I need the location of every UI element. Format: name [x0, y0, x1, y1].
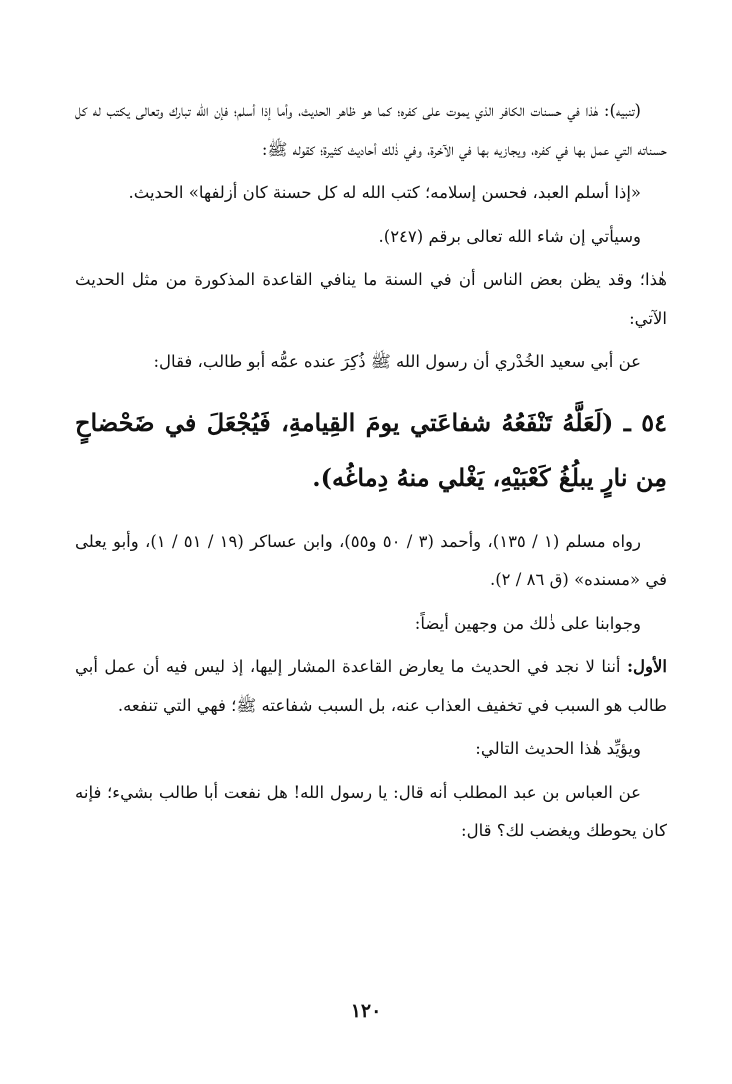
hadith-54-text: ٥٤ ـ (لَعَلَّهُ تَنْفَعُهُ شفاعَتي يومَ القِيامةِ، فَيُجْعَلَ في ضَحْضاحٍ مِن نارٍ يبلُغُ كَعْبَيْهِ، يَغْلي منهُ دِماغُه). [75, 407, 667, 492]
first-answer-text: أننا لا نجد في الحديث ما يعارض القاعدة المشار إليها، إذ ليس فيه أن عمل أبي طالب هو السبب في تخفيف العذاب عنه، بل السبب شفاعته ﷺ؛ فهي التي تنفعه. [75, 657, 667, 715]
first-answer-label: الأول: [626, 657, 667, 676]
page-body [75, 92, 667, 856]
support-intro-paragraph: ويؤيِّد هٰذا الحديث التالي: [475, 739, 641, 758]
note-paragraph: (تنبيه): هٰذا في حسنات الكافر الذي يموت على كفره؛ كما هو ظاهر الحديث، وأما إذا أسلم؛ فإن الله تبارك وتعالى يكتب له كل حسناته التي عمل بها في كفره، ويجازيه بها في الآخرة، وفي ذٰلك أحاديث كثيرة؛ كقوله ﷺ: [75, 101, 667, 159]
takhrij-paragraph: رواه مسلم (١ / ١٣٥)، وأحمد (٣ / ٥٠ و٥٥)، وابن عساكر (١٩ / ٥١ / ١)، وأبو يعلى في «مسنده» (ق ٨٦ / ٢). [75, 531, 667, 589]
narration-intro-paragraph: عن أبي سعيد الخُدْري أن رسول الله ﷺ ذُكِرَ عنده عمُّه أبو طالب، فقال: [153, 352, 641, 371]
abbas-narration-paragraph: عن العباس بن عبد المطلب أنه قال: يا رسول الله! هل نفعت أبا طالب بشيء؛ فإنه كان يحوطك ويغضب لك؟ قال: [75, 782, 667, 840]
page-number: ١٢٠ [350, 1000, 382, 1022]
hadith-quote-paragraph: «إذا أسلم العبد، فحسن إسلامه؛ كتب الله له كل حسنة كان أزلفها» الحديث. [128, 183, 641, 202]
reference-paragraph: وسيأتي إن شاء الله تعالى برقم (٢٤٧). [378, 226, 641, 246]
objection-paragraph: هٰذا؛ وقد يظن بعض الناس أن في السنة ما ينافي القاعدة المذكورة من مثل الحديث الآتي: [75, 270, 667, 328]
first-answer-paragraph [75, 648, 667, 725]
answer-intro-paragraph: وجوابنا على ذٰلك من وجهين أيضاً: [414, 613, 641, 633]
